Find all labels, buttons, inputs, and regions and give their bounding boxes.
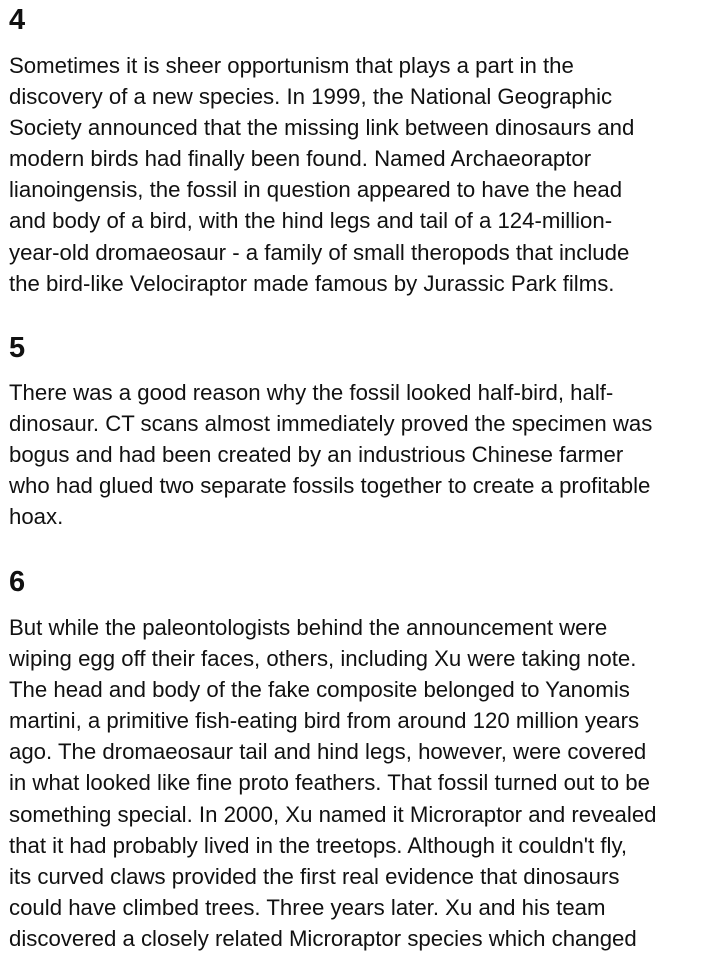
text-line: could have climbed trees. Three years later. Xu and his team	[9, 894, 606, 920]
text-line: Society announced that the missing link between dinosaurs and	[9, 115, 635, 141]
text-line: ago. The dromaeosaur tail and hind legs, however, were covered	[9, 739, 647, 765]
text-line: year-old dromaeosaur - a family of small theropods that include	[9, 239, 630, 265]
paragraph	[9, 50, 634, 299]
text-line: wiping egg off their faces, others, including Xu were taking note.	[9, 646, 637, 672]
text-line: There was a good reason why the fossil looked half-bird, half-	[9, 380, 614, 405]
paragraph	[9, 612, 657, 954]
text-line: the bird-like Velociraptor made famous by Jurassic Park films.	[9, 270, 615, 296]
text-line: in what looked like fine proto feathers. That fossil turned out to be	[9, 770, 650, 796]
text-line: But while the paleontologists behind the announcement were	[9, 615, 608, 640]
paragraph	[9, 377, 652, 532]
text-line: The head and body of the fake composite belonged to Yanomis	[9, 677, 630, 703]
text-line: something special. In 2000, Xu named it Microraptor and revealed	[9, 801, 657, 827]
text-line: discovery of a new species. In 1999, the National Geographic	[9, 84, 613, 110]
text-line: discovered a closely related Microraptor species which changed	[9, 925, 637, 951]
section-number: 6	[9, 566, 26, 598]
text-line: lianoingensis, the fossil in question appeared to have the head	[9, 177, 623, 203]
text-line: who had glued two separate fossils together to create a profitable	[9, 473, 651, 499]
text-line: and body of a bird, with the hind legs and tail of a 124-million-	[9, 208, 613, 234]
text-line: Sometimes it is sheer opportunism that plays a part in the	[9, 53, 574, 78]
text-line: martini, a primitive fish-eating bird from around 120 million years	[9, 708, 640, 734]
section-number: 5	[9, 332, 26, 364]
text-line: hoax.	[9, 504, 64, 530]
text-line: its curved claws provided the first real evidence that dinosaurs	[9, 863, 620, 889]
section-number: 4	[9, 4, 26, 36]
text-line: dinosaur. CT scans almost immediately proved the specimen was	[9, 411, 653, 437]
text-line: that it had probably lived in the treetops. Although it couldn't fly,	[9, 832, 628, 858]
text-line: bogus and had been created by an industrious Chinese farmer	[9, 442, 624, 468]
text-line: modern birds had finally been found. Named Archaeoraptor	[9, 146, 592, 172]
